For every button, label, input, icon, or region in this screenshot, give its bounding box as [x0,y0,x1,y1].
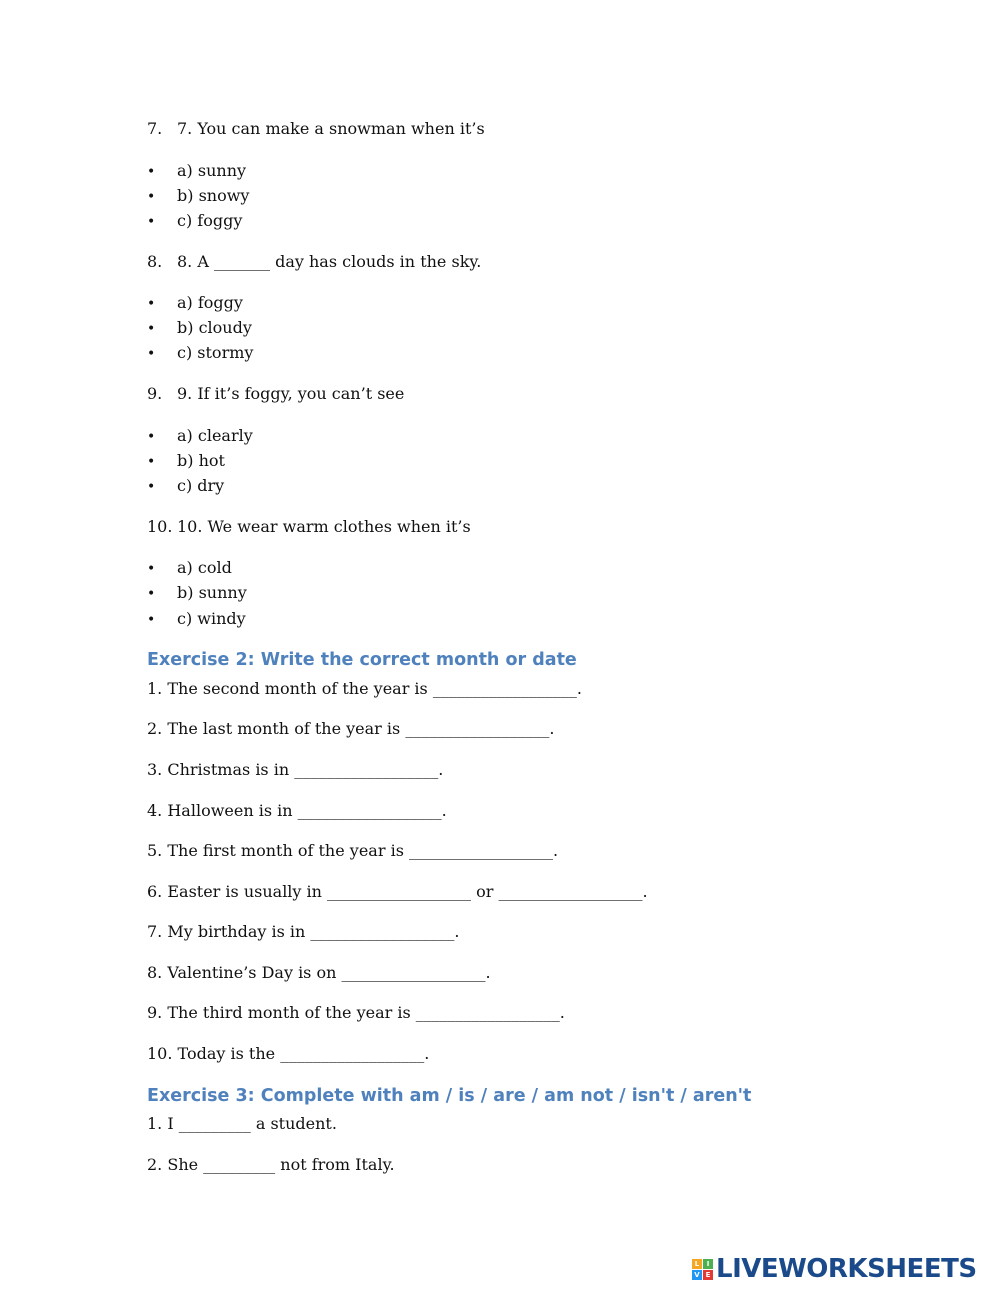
question-7: 7. 7. You can make a snowman when it’s [147,119,485,138]
fill-in-line[interactable]: 2. She _________ not from Italy. [147,1155,395,1174]
option-item[interactable]: • b) snowy [147,186,250,205]
option-item[interactable]: • a) sunny [147,161,247,180]
liveworksheets-logo [692,1254,977,1284]
option-item[interactable]: • c) windy [147,609,246,628]
option-item[interactable]: • c) dry [147,476,225,495]
fill-in-line[interactable]: 7. My birthday is in __________________. [147,922,460,941]
option-item[interactable]: • b) sunny [147,583,247,602]
exercise-2-heading: Exercise 2: Write the correct month or date [147,650,577,670]
option-item[interactable]: • a) foggy [147,293,243,312]
exercise-3-heading: Exercise 3: Complete with am / is / are / am not / isn't / aren't [147,1086,752,1106]
option-item[interactable]: • a) cold [147,558,232,577]
fill-in-line[interactable]: 9. The third month of the year is __________________. [147,1003,565,1022]
option-item[interactable]: • c) foggy [147,211,243,230]
option-item[interactable]: • b) hot [147,451,225,470]
fill-in-line[interactable]: 10. Today is the __________________. [147,1044,430,1063]
fill-in-line[interactable]: 5. The first month of the year is __________________. [147,841,559,860]
logo-mark-icon: L I V E [692,1259,713,1280]
fill-in-line[interactable]: 4. Halloween is in __________________. [147,801,447,820]
fill-in-line[interactable]: 1. I _________ a student. [147,1114,337,1133]
question-text: 10. We wear warm clothes when it’s [177,517,471,536]
fill-in-line[interactable]: 2. The last month of the year is __________________. [147,719,555,738]
question-8: 8. 8. A _______ day has clouds in the sky. [147,252,482,271]
fill-in-line[interactable]: 6. Easter is usually in __________________ or __________________. [147,882,648,901]
question-text: 8. A _______ day has clouds in the sky. [177,252,482,271]
question-text: 7. You can make a snowman when it’s [177,119,485,138]
fill-in-line[interactable]: 3. Christmas is in __________________. [147,760,444,779]
logo-text: LIVEWORKSHEETS [716,1254,977,1284]
fill-in-line[interactable]: 1. The second month of the year is __________________. [147,679,582,698]
option-item[interactable]: • c) stormy [147,343,254,362]
question-9: 9. 9. If it’s foggy, you can’t see [147,384,405,403]
option-item[interactable]: • a) clearly [147,426,253,445]
question-text: 9. If it’s foggy, you can’t see [177,384,405,403]
question-10: 10. 10. We wear warm clothes when it’s [147,517,471,536]
option-item[interactable]: • b) cloudy [147,318,252,337]
fill-in-line[interactable]: 8. Valentine’s Day is on __________________. [147,963,491,982]
